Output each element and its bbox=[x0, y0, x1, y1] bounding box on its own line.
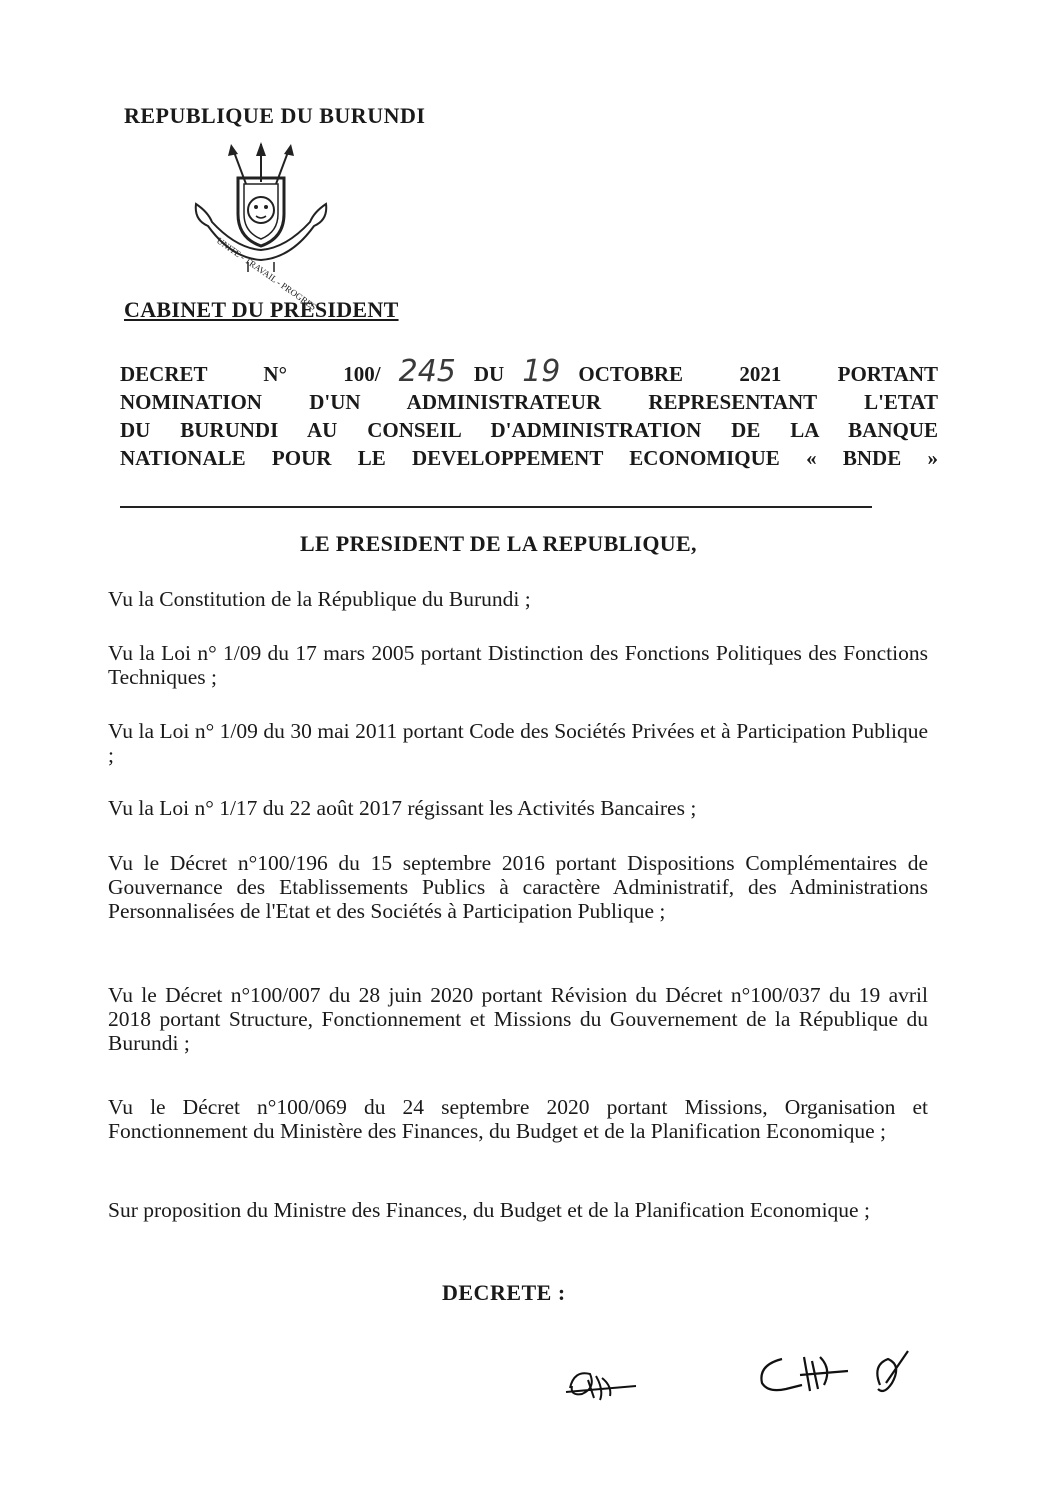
visa-decret-2020-007: Vu le Décret n°100/007 du 28 juin 2020 portant Révision du Décret n°100/037 du 19 avril 2018 portant Structure, Fonctionnement et Missions du Gouvernement de la République du Burundi ; bbox=[108, 983, 928, 1055]
decree-suffix: OCTOBRE 2021 PORTANT bbox=[578, 362, 938, 386]
decree-title-line-2: NOMINATION D'UN ADMINISTRATEUR REPRESENTANT L'ETAT bbox=[120, 390, 938, 414]
visa-loi-2011: Vu la Loi n° 1/09 du 30 mai 2011 portant Code des Sociétés Privées et à Participation Publique ; bbox=[108, 719, 928, 767]
visa-constitution: Vu la Constitution de la République du Burundi ; bbox=[108, 587, 531, 611]
initials-signature-1 bbox=[560, 1360, 640, 1405]
visa-loi-2005: Vu la Loi n° 1/09 du 17 mars 2005 portant Distinction des Fonctions Politiques des Fonctions Techniques ; bbox=[108, 641, 928, 689]
emblem-motto: UNITE - TRAVAIL - PROGRES bbox=[214, 235, 319, 313]
visa-decret-2020-069: Vu le Décret n°100/069 du 24 septembre 2020 portant Missions, Organisation et Fonctionnement du Ministère des Finances, du Budget et de la Planification Economique ; bbox=[108, 1095, 928, 1143]
coat-of-arms-emblem bbox=[186, 142, 336, 313]
visa-decret-2016: Vu le Décret n°100/196 du 15 septembre 2016 portant Dispositions Complémentaires de Gouvernance des Etablissements Publics à caractère Administratif, des Administrations Personnalisées de l'Etat et des Sociétés à Participation Publique ; bbox=[108, 851, 928, 923]
decrete-heading: DECRETE : bbox=[442, 1280, 566, 1305]
decree-number-handwritten: 245 bbox=[398, 354, 456, 389]
republic-heading: REPUBLIQUE DU BURUNDI bbox=[124, 103, 426, 128]
decree-title bbox=[120, 354, 938, 472]
cabinet-heading: CABINET DU PRESIDENT bbox=[124, 297, 399, 322]
title-divider bbox=[120, 506, 872, 508]
president-heading: LE PRESIDENT DE LA REPUBLIQUE, bbox=[300, 531, 697, 556]
decree-du: DU bbox=[473, 362, 505, 386]
decree-title-line-3: DU BURUNDI AU CONSEIL D'ADMINISTRATION DE LA BANQUE bbox=[120, 418, 938, 442]
initials-signature-2 bbox=[752, 1345, 917, 1405]
proposition-ministre: Sur proposition du Ministre des Finances, du Budget et de la Planification Economique ; bbox=[108, 1198, 870, 1222]
decree-title-line-4: NATIONALE POUR LE DEVELOPPEMENT ECONOMIQUE « BNDE » bbox=[120, 446, 938, 470]
decree-prefix: DECRET N° 100/ bbox=[120, 362, 381, 386]
decree-title-line-1 bbox=[120, 354, 938, 389]
visa-loi-2017: Vu la Loi n° 1/17 du 22 août 2017 régissant les Activités Bancaires ; bbox=[108, 796, 697, 820]
decree-day-handwritten: 19 bbox=[522, 354, 561, 389]
